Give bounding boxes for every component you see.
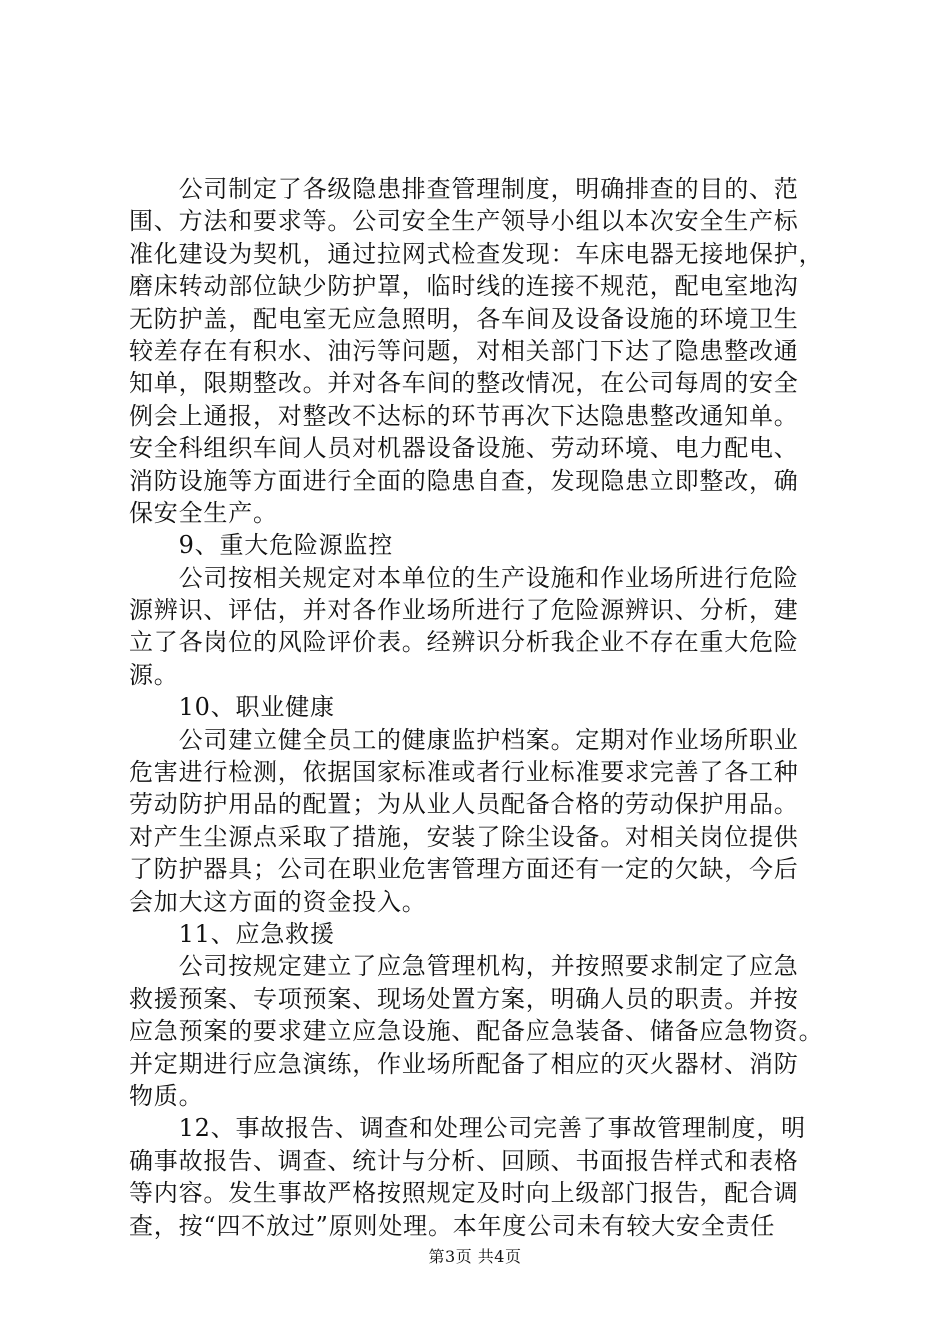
text-line: 物质。 [129, 1081, 204, 1110]
text-line: 对产生尘源点采取了措施，安装了除尘设备。对相关岗位提供 [129, 822, 799, 851]
text-line: 公司建立健全员工的健康监护档案。定期对作业场所职业 [129, 725, 799, 754]
section-heading: 9、重大危险源监控 [129, 531, 394, 560]
text-line: 公司制定了各级隐患排查管理制度，明确排查的目的、范 [129, 175, 799, 203]
text-line: 准化建设为契机，通过拉网式检查发现：车床电器无接地保护， [129, 239, 824, 268]
text-line: 会加大这方面的资金投入。 [129, 887, 427, 916]
text-line: 公司按相关规定对本单位的生产设施和作业场所进行危险 [129, 563, 799, 592]
text-line: 应急预案的要求建立应急设施、配备应急装备、储备应急物资。 [129, 1017, 824, 1046]
text-line: 保安全生产。 [129, 498, 278, 527]
text-line: 并定期进行应急演练，作业场所配备了相应的灭火器材、消防 [129, 1049, 799, 1078]
text-line: 了防护器具；公司在职业危害管理方面还有一定的欠缺，今后 [129, 855, 799, 884]
page-footer: 第3页 共4页 [428, 1247, 522, 1266]
text-line: 安全科组织车间人员对机器设备设施、劳动环境、电力配电、 [129, 434, 799, 463]
text-line: 源。 [129, 660, 179, 689]
text-line: 救援预案、专项预案、现场处置方案，明确人员的职责。并按 [129, 984, 799, 1013]
text-line: 围、方法和要求等。公司安全生产领导小组以本次安全生产标 [129, 207, 799, 236]
text-line: 确事故报告、调查、统计与分析、回顾、书面报告样式和表格 [129, 1146, 799, 1175]
text-line: 等内容。发生事故严格按照规定及时向上级部门报告，配合调 [129, 1179, 799, 1208]
text-line: 无防护盖，配电室无应急照明，各车间及设备设施的环境卫生 [129, 304, 799, 333]
text-line: 危害进行检测，依据国家标准或者行业标准要求完善了各工种 [129, 758, 799, 787]
text-line: 劳动防护用品的配置；为从业人员配备合格的劳动保护用品。 [129, 790, 799, 819]
text-line: 知单，限期整改。并对各车间的整改情况，在公司每周的安全 [129, 369, 799, 398]
text-line: 磨床转动部位缺少防护罩，临时线的连接不规范，配电室地沟 [129, 272, 799, 301]
text-line: 公司按规定建立了应急管理机构，并按照要求制定了应急 [129, 952, 799, 981]
text-line: 查，按“四不放过”原则处理。本年度公司未有较大安全责任 [129, 1211, 776, 1240]
text-line: 12、事故报告、调查和处理公司完善了事故管理制度，明 [129, 1114, 806, 1143]
section-heading: 11、应急救援 [129, 919, 335, 948]
text-line: 较差存在有积水、油污等问题，对相关部门下达了隐患整改通 [129, 336, 799, 365]
body-text [129, 173, 834, 1242]
text-line: 消防设施等方面进行全面的隐患自查，发现隐患立即整改，确 [129, 466, 799, 495]
section-heading: 10、职业健康 [129, 693, 335, 722]
text-line: 立了各岗位的风险评价表。经辨识分析我企业不存在重大危险 [129, 628, 799, 657]
text-line: 源辨识、评估，并对各作业场所进行了危险源辨识、分析，建 [129, 596, 799, 625]
text-line: 例会上通报，对整改不达标的环节再次下达隐患整改通知单。 [129, 401, 799, 430]
